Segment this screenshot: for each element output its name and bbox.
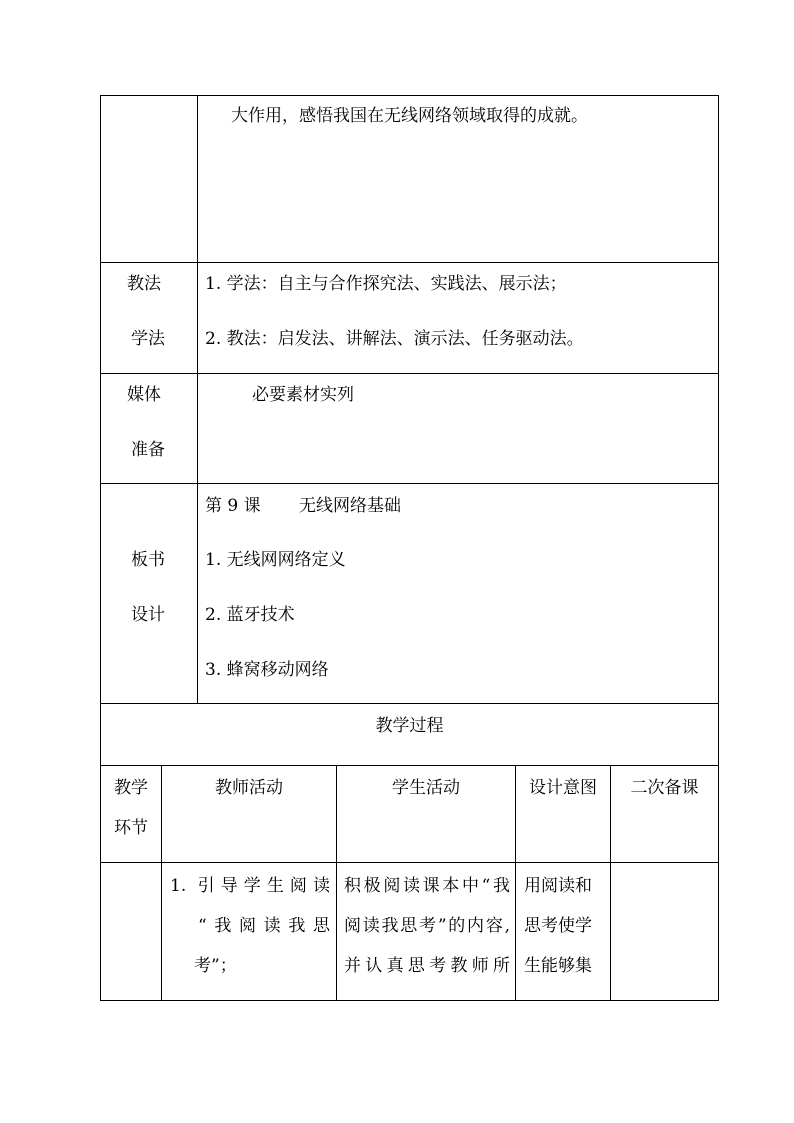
board-point-2: 2. 蓝牙技术 (205, 605, 295, 625)
board-lesson-title: 无线网络基础 (299, 496, 401, 516)
row1-student-line1: 积极阅读课本中“我 (344, 876, 510, 896)
process-col-divider-3 (515, 765, 516, 1001)
board-point-1: 1. 无线网网络定义 (205, 550, 346, 570)
row1-student-line2: 阅读我思考”的内容, (344, 916, 510, 936)
media-label-line2: 准备 (131, 440, 165, 460)
media-label-line1: 媒体 (127, 385, 161, 405)
row-divider-goal (100, 262, 719, 263)
board-lesson-number: 第 9 课 (205, 496, 261, 516)
header-second-prep: 二次备课 (630, 778, 699, 798)
header-teacher: 教师活动 (215, 778, 283, 798)
process-title: 教学过程 (375, 716, 444, 736)
row1-intent-line3: 生能够集 (524, 956, 592, 976)
row-divider-methods (100, 373, 719, 374)
methods-label-line1: 教法 (127, 274, 161, 294)
table-border-top (100, 95, 719, 96)
label-column-divider (197, 95, 198, 704)
board-label-line1: 板书 (131, 550, 165, 570)
media-content: 必要素材实列 (252, 385, 354, 405)
row1-student-line3: 并认真思考教师所 (344, 956, 510, 976)
row1-intent-line1: 用阅读和 (524, 876, 592, 896)
methods-label-line2: 学法 (131, 329, 165, 349)
process-col-divider-4 (610, 765, 611, 1001)
header-stage-line1: 教学 (114, 778, 148, 798)
table-border-bottom (100, 1000, 719, 1001)
board-label-line2: 设计 (131, 605, 165, 625)
methods-item-1: 1. 学法：自主与合作探究法、实践法、展示法； (205, 274, 567, 294)
process-col-divider-2 (336, 765, 337, 1001)
table-border-right (718, 95, 719, 1001)
row1-intent-line2: 思考使学 (524, 916, 592, 936)
header-student: 学生活动 (392, 778, 460, 798)
row-divider-process-title (100, 765, 719, 766)
process-col-divider-1 (161, 765, 162, 1001)
row1-teacher-line1: 1. 引导学生阅读 (170, 876, 330, 896)
row-divider-board (100, 703, 719, 704)
row1-teacher-line3: 考”； (194, 956, 237, 976)
goal-content: 大作用，感悟我国在无线网络领域取得的成就。 (231, 106, 588, 126)
row1-teacher-line2: “我阅读我思 (198, 916, 330, 936)
row-divider-headers (100, 862, 719, 863)
methods-item-2: 2. 教法：启发法、讲解法、演示法、任务驱动法。 (205, 329, 584, 349)
header-stage-line2: 环节 (114, 818, 148, 838)
board-point-3: 3. 蜂窝移动网络 (205, 660, 329, 680)
header-intent: 设计意图 (529, 778, 597, 798)
table-border-left (100, 95, 101, 1001)
row-divider-media (100, 483, 719, 484)
